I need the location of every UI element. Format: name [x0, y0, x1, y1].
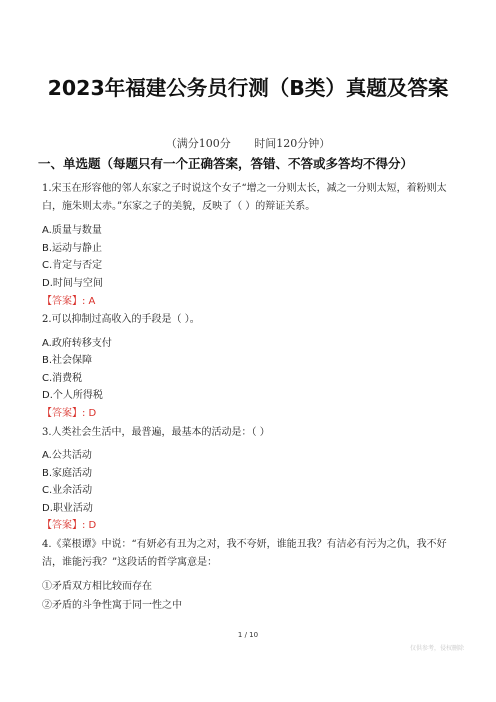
question-2-option-d: D.个人所得税	[42, 390, 103, 401]
section-heading: 一、单选题（每题只有一个正确答案，答错、不答或多答均不得分）	[38, 156, 414, 171]
watermark-text: 仅供参考，侵权删除	[410, 645, 465, 652]
question-4-line-1: ①矛盾双方相比较而存在	[42, 581, 152, 592]
question-2-answer: 【答案】: D	[42, 408, 97, 419]
question-3-option-a: A.公共活动	[42, 450, 92, 461]
question-1-option-a: A.质量与数量	[42, 225, 102, 236]
question-1-text: 1.宋玉在形容他的邻人东家之子时说这个女子“增之一分则太长，减之一分则太短，着粉则太白，施朱则太赤。”东家之子的美貌，反映了（ ）的辩证关系。	[42, 183, 447, 212]
page-indicator: 1 / 10	[237, 631, 259, 639]
question-3-option-d: D.职业活动	[42, 503, 93, 514]
question-1-answer: 【答案】: A	[42, 296, 96, 307]
question-2-option-a: A.政府转移支付	[42, 338, 112, 349]
question-2-option-c: C.消费税	[42, 373, 83, 384]
question-3-option-b: B.家庭活动	[42, 468, 93, 479]
question-3-option-c: C.业余活动	[42, 485, 93, 496]
document-title: 2023年福建公务员行测（B类）真题及答案	[47, 76, 449, 100]
subtitle-score: （满分100分	[165, 137, 231, 150]
question-1-option-c: C.肯定与否定	[42, 260, 103, 271]
question-2-text: 2.可以抑制过高收入的手段是（ ）。	[42, 314, 200, 325]
question-2-option-b: B.社会保障	[42, 355, 93, 366]
question-1-option-b: B.运动与静止	[42, 243, 103, 254]
question-4-line-2: ②矛盾的斗争性寓于同一性之中	[42, 600, 182, 611]
question-1-option-d: D.时间与空间	[42, 278, 103, 289]
question-3-answer: 【答案】: D	[42, 520, 97, 531]
subtitle-time: 时间120分钟）	[254, 137, 331, 150]
question-4-text: 4.《菜根谭》中说：“有妍必有丑为之对，我不夸妍，谁能丑我？有洁必有污为之仇，我不好洁，谁能污我？”这段话的哲学寓意是：	[42, 539, 447, 568]
question-3-text: 3.人类社会生活中，最普遍，最基本的活动是：（ ）	[42, 427, 270, 438]
document-subtitle	[0, 135, 496, 151]
